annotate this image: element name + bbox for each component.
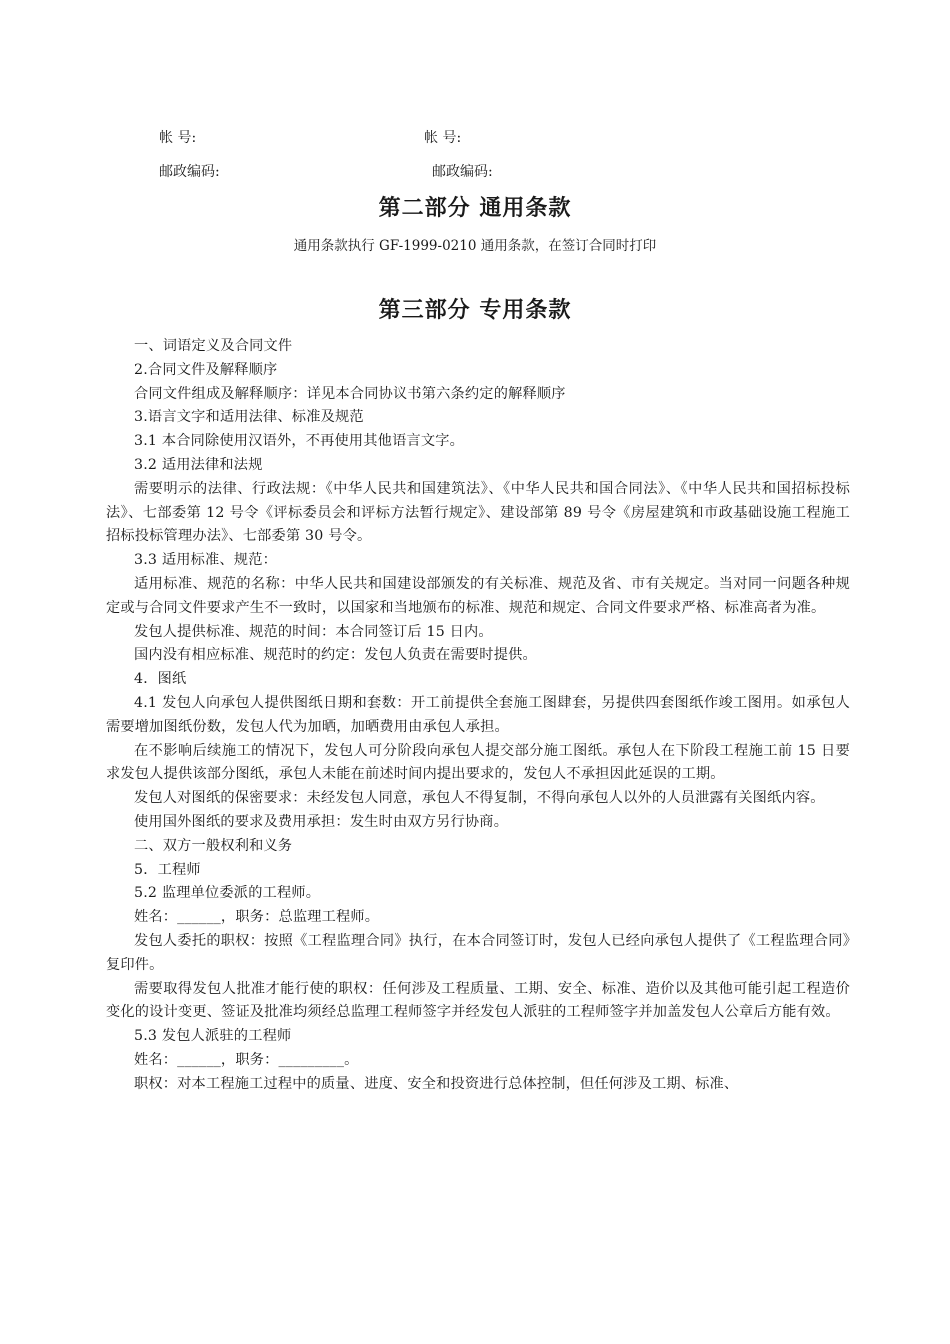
- clause-heading: 2.合同文件及解释顺序: [134, 361, 278, 378]
- paragraph: 在不影响后续施工的情况下，发包人可分阶段向承包人提交部分施工图纸。承包人在下阶段工程施工前 15 日要求发包人提供该部分图纸，承包人未能在前述时间内提出要求的，发包人不承担因此延误的工期。: [106, 742, 850, 783]
- clause-heading: 5．工程师: [134, 861, 201, 878]
- paragraph: 发包人委托的职权：按照《工程监理合同》执行，在本合同签订时，发包人已经向承包人提供了《工程监理合同》复印件。: [106, 932, 850, 973]
- clause-heading: 3.2 适用法律和法规: [134, 456, 263, 473]
- clause-heading: 5.3 发包人派驻的工程师: [134, 1028, 292, 1045]
- part3-body: [106, 335, 850, 1097]
- clause-heading: 3.3 适用标准、规范：: [134, 552, 277, 569]
- part2-title: 第二部分 通用条款: [378, 196, 572, 221]
- paragraph: 发包人提供标准、规范的时间：本合同签订后 15 日内。: [134, 623, 493, 640]
- paragraph: 发包人对图纸的保密要求：未经发包人同意，承包人不得复制，不得向承包人以外的人员泄露有关图纸内容。: [134, 790, 825, 807]
- paragraph: 国内没有相应标准、规范时的约定：发包人负责在需要时提供。: [134, 647, 537, 664]
- paragraph: 姓名：______，职务：总监理工程师。: [134, 909, 380, 926]
- right-account-label: 帐 号:: [424, 130, 462, 146]
- part3-title: 第三部分 专用条款: [378, 298, 572, 323]
- left-account-label: 帐 号:: [159, 130, 197, 146]
- paragraph: 职权：对本工程施工过程中的质量、进度、安全和投资进行总体控制，但任何涉及工期、标准、: [134, 1075, 739, 1092]
- paragraph: 5.2 监理单位委派的工程师。: [134, 885, 321, 902]
- clause-heading: 4．图纸: [134, 671, 187, 688]
- clause-heading: 3.语言文字和适用法律、标准及规范: [134, 409, 364, 426]
- section-heading: 一、词语定义及合同文件: [134, 338, 293, 354]
- paragraph: 3.1 本合同除使用汉语外，不再使用其他语言文字。: [134, 433, 465, 450]
- paragraph: 4.1 发包人向承包人提供图纸日期和套数：开工前提供全套施工图肆套，另提供四套图纸作竣工图用。如承包人需要增加图纸份数，发包人代为加晒，加晒费用由承包人承担。: [106, 694, 850, 735]
- paragraph: 姓名：______，职务：_________。: [134, 1051, 359, 1068]
- part2-note: 通用条款执行 GF-1999-0210 通用条款，在签订合同时打印: [293, 238, 657, 254]
- paragraph: 需要取得发包人批准才能行使的职权：任何涉及工程质量、工期、安全、标准、造价以及其他可能引起工程造价变化的设计变更、签证及批准均须经总监理工程师签字并经发包人派驻的工程师签字并加盖发包人公章后方能有效。: [106, 980, 850, 1021]
- right-postcode-label: 邮政编码:: [432, 164, 493, 180]
- paragraph: 需要明示的法律、行政法规：《中华人民共和国建筑法》、《中华人民共和国合同法》、《中华人民共和国招标投标法》、七部委第 12 号令《评标委员会和评标方法暂行规定》、建设部第 89 号令《房屋建筑和市政基础设施工程施工招标投标管理办法》、七部委第 30 号令。: [106, 480, 850, 545]
- paragraph: 适用标准、规范的名称：中华人民共和国建设部颁发的有关标准、规范及省、市有关规定。当对同一问题各种规定或与合同文件要求产生不一致时，以国家和当地颁布的标准、规范和规定、合同文件要求严格、标准高者为准。: [106, 575, 850, 616]
- left-postcode-label: 邮政编码:: [159, 164, 220, 180]
- section-heading: 二、双方一般权利和义务: [134, 837, 293, 854]
- paragraph: 使用国外图纸的要求及费用承担：发生时由双方另行协商。: [134, 813, 509, 830]
- paragraph: 合同文件组成及解释顺序：详见本合同协议书第六条约定的解释顺序: [134, 385, 566, 402]
